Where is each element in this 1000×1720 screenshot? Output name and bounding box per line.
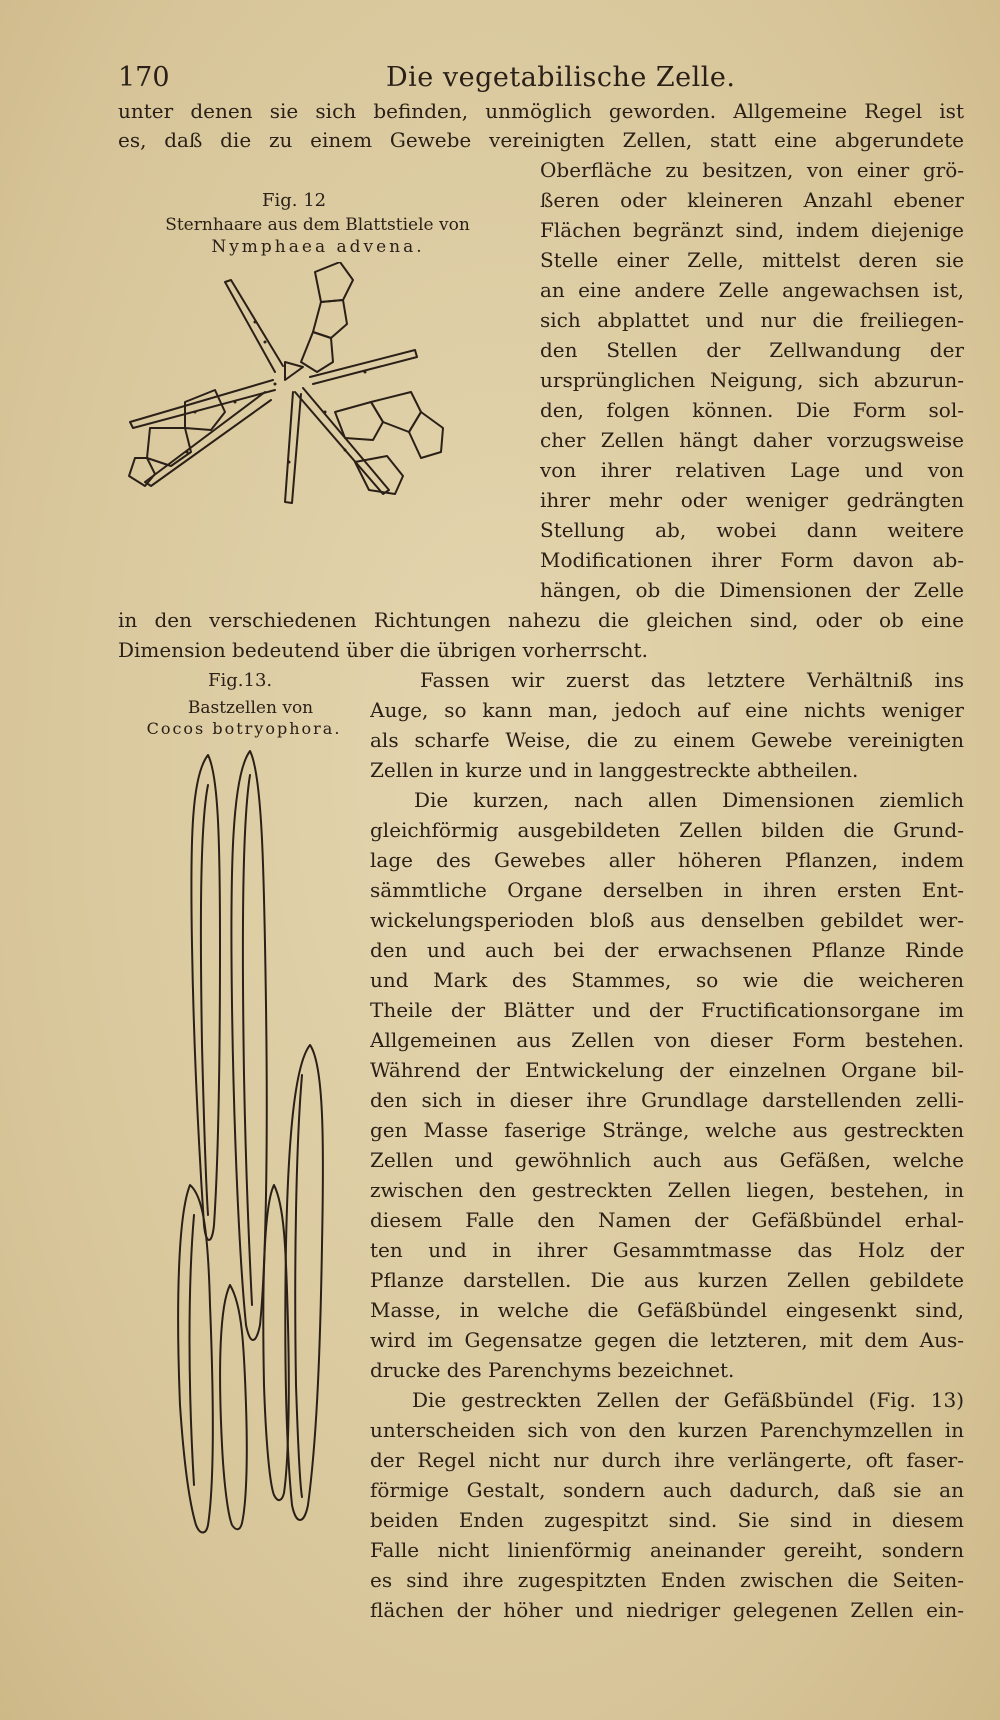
text-line: zwischen den gestreckten Zellen liegen, bestehen, in xyxy=(370,1178,964,1202)
text-line: Fassen wir zuerst das letztere Verhältniß ins xyxy=(420,668,964,692)
text-line: gleichförmig ausgebildeten Zellen bilden die Grund- xyxy=(370,818,964,842)
fig12-caption: Sternhaare aus dem Blattstiele von xyxy=(165,215,470,235)
page-number: 170 xyxy=(118,62,170,93)
text-line: der Regel nicht nur durch ihre verlängerte, oft faser- xyxy=(370,1448,964,1472)
text-line: beiden Enden zugespitzt sind. Sie sind in diesem xyxy=(370,1508,964,1532)
fig12-species: Nymphaea advena. xyxy=(211,237,425,257)
running-header xyxy=(118,62,888,98)
text-line: ten und in ihrer Gesammtmasse das Holz der xyxy=(370,1238,964,1262)
text-line: es sind ihre zugespitzten Enden zwischen die Seiten- xyxy=(370,1568,964,1592)
fig13-cell xyxy=(295,1075,302,1497)
text-line: als scharfe Weise, die zu einem Gewebe vereinigten xyxy=(370,728,964,752)
text-line: Falle nicht linienförmig aneinander gereiht, sondern xyxy=(370,1538,964,1562)
text-line: Zellen in kurze und in langgestreckte abtheilen. xyxy=(370,758,859,782)
fig12-label: Fig. 12 xyxy=(262,190,327,211)
text-line: diesem Falle den Namen der Gefäßbündel erhal- xyxy=(370,1208,964,1232)
fig13-cell xyxy=(178,1185,213,1533)
text-line: Modificationen ihrer Form davon ab- xyxy=(540,548,964,572)
fig13-bast-cells-illustration xyxy=(170,745,370,1535)
text-line: lage des Gewebes aller höheren Pflanzen, indem xyxy=(370,848,964,872)
fig12-hair-arms xyxy=(130,280,417,503)
text-line: Stellung ab, wobei dann weitere xyxy=(540,518,964,542)
text-line: Allgemeinen aus Zellen von dieser Form bestehen. xyxy=(370,1028,964,1052)
text-line: unter denen sie sich befinden, unmöglich geworden. Allgemeine Regel ist xyxy=(118,99,964,123)
text-line: Die kurzen, nach allen Dimensionen ziemlich xyxy=(414,788,964,812)
text-line: Flächen begränzt sind, indem diejenige xyxy=(540,218,964,242)
text-line: den Stellen der Zellwandung der xyxy=(540,338,964,362)
text-line: gen Masse faserige Stränge, welche aus gestreckten xyxy=(370,1118,964,1142)
fig12-stellate-hair-illustration xyxy=(125,262,515,552)
fig13-cell xyxy=(201,785,208,1215)
text-line: und Mark des Stammes, so wie die weicheren xyxy=(370,968,964,992)
text-line: Die gestreckten Zellen der Gefäßbündel (Fig. 13) xyxy=(412,1388,964,1412)
running-title: Die vegetabilische Zelle. xyxy=(386,62,736,93)
text-line: förmige Gestalt, sondern auch dadurch, daß sie an xyxy=(370,1478,964,1502)
text-line: es, daß die zu einem Gewebe vereinigten Zellen, statt eine abgerundete xyxy=(118,128,964,152)
text-line: den, folgen können. Die Form sol- xyxy=(540,398,964,422)
fig13-cell xyxy=(220,1285,247,1529)
text-line: ursprünglichen Neigung, sich abzurun- xyxy=(540,368,964,392)
fig13-caption: Bastzellen von xyxy=(187,698,314,718)
text-line: cher Zellen hängt daher vorzugsweise xyxy=(540,428,964,452)
text-line: Während der Entwickelung der einzelnen Organe bil- xyxy=(370,1058,964,1082)
text-line: hängen, ob die Dimensionen der Zelle xyxy=(540,578,964,602)
text-line: wird im Gegensatze gegen die letzteren, mit dem Aus- xyxy=(370,1328,964,1352)
text-line: sämmtliche Organe derselben in ihren ersten Ent- xyxy=(370,878,964,902)
fig13-cell xyxy=(243,775,252,1305)
text-line: Auge, so kann man, jedoch auf eine nichts weniger xyxy=(370,698,964,722)
text-line: flächen der höher und niedriger gelegenen Zellen ein- xyxy=(370,1598,964,1622)
text-line: Oberfläche zu besitzen, von einer grö- xyxy=(540,158,964,182)
fig13-cell xyxy=(190,1215,195,1485)
text-line: unterscheiden sich von den kurzen Parenchymzellen in xyxy=(370,1418,964,1442)
text-line: drucke des Parenchyms bezeichnet. xyxy=(370,1358,735,1382)
text-line: Masse, in welche die Gefäßbündel eingesenkt sind, xyxy=(370,1298,964,1322)
text-line: ßeren oder kleineren Anzahl ebener xyxy=(540,188,964,212)
text-line: Pflanze darstellen. Die aus kurzen Zellen gebildete xyxy=(370,1268,964,1292)
text-line: in den verschiedenen Richtungen nahezu die gleichen sind, oder ob eine xyxy=(118,608,964,632)
text-line: Theile der Blätter und der Fructificationsorgane im xyxy=(370,998,964,1022)
text-line: an eine andere Zelle angewachsen ist, xyxy=(540,278,964,302)
fig13-cell xyxy=(285,1045,323,1520)
text-line: von ihrer relativen Lage und von xyxy=(540,458,964,482)
fig13-label: Fig.13. xyxy=(208,670,273,691)
text-line: wickelungsperioden bloß aus denselben gebildet wer- xyxy=(370,908,964,932)
text-line: den und auch bei der erwachsenen Pflanze Rinde xyxy=(370,938,964,962)
text-line: den sich in dieser ihre Grundlage darstellenden zelli- xyxy=(370,1088,964,1112)
text-line: Dimension bedeutend über die übrigen vorherrscht. xyxy=(118,638,648,662)
text-line: sich abplattet und nur die freiliegen- xyxy=(540,308,964,332)
text-line: Stelle einer Zelle, mittelst deren sie xyxy=(540,248,964,272)
text-line: Zellen und gewöhnlich auch aus Gefäßen, welche xyxy=(370,1148,964,1172)
text-line: ihrer mehr oder weniger gedrängten xyxy=(540,488,964,512)
fig13-species: Cocos botryophora. xyxy=(146,719,342,738)
